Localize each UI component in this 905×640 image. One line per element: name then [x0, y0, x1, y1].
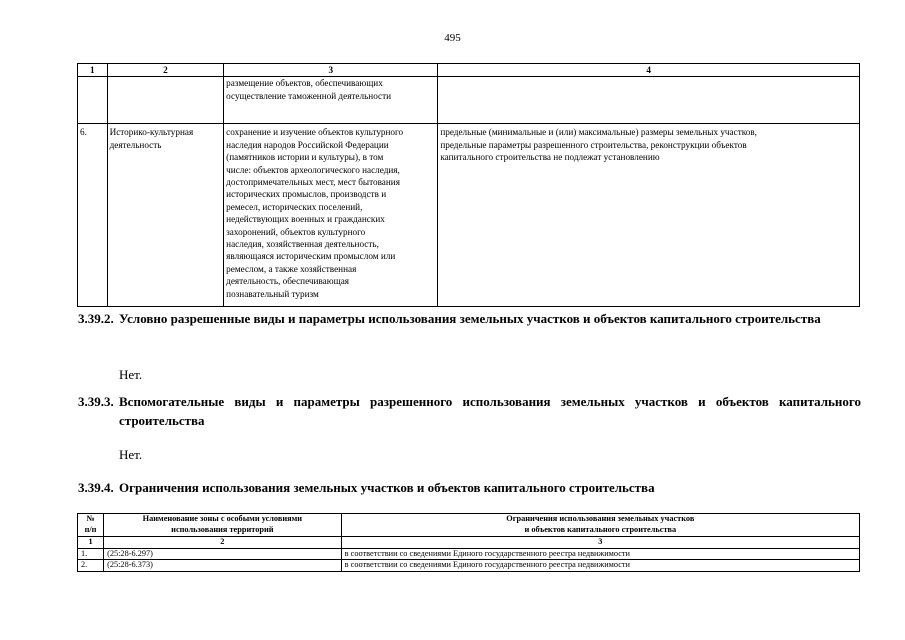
text-line: наследия народов Российской Федерации	[226, 139, 389, 150]
header-cell: 4	[438, 64, 860, 77]
table-row	[78, 548, 860, 560]
restriction-cell: в соответствии со сведениями Единого государственного реестра недвижимости	[341, 548, 859, 560]
row-number-cell: 2.	[78, 560, 104, 572]
section-title: Вспомогательные виды и параметры разрешенного использования земельных участков и объектов капитального строительства	[119, 394, 861, 428]
text-line: Наименование зоны с особыми условиями	[142, 514, 303, 523]
parameters-cell	[438, 77, 860, 124]
zone-cell: (25:28-6.297)	[104, 548, 342, 560]
use-type-cell	[107, 124, 224, 307]
description-cell	[224, 77, 438, 124]
section-heading	[78, 309, 861, 328]
description-cell	[224, 124, 438, 307]
header-cell: 3	[224, 64, 438, 77]
row-number-cell: 1.	[78, 548, 104, 560]
text-line: (памятников истории и культуры), в том	[226, 152, 384, 163]
text-line: капитального строительства не подлежат установлению	[440, 152, 660, 163]
text-line: предельные (минимальные и (или) максимальные) размеры земельных участков,	[440, 127, 757, 138]
header-cell	[78, 514, 104, 537]
section-number: 3.39.2.	[78, 311, 114, 326]
header-cell: 2	[104, 537, 342, 549]
text-line: предельные параметры разрешенного строительства, реконструкции объектов	[440, 139, 747, 150]
land-use-table	[77, 63, 860, 307]
text-line: ремесел, исторических поселений,	[226, 201, 363, 212]
section-body-text: Нет.	[119, 447, 143, 462]
restriction-cell: в соответствии со сведениями Единого государственного реестра недвижимости	[341, 560, 859, 572]
text-line: числе: объектов археологического наследия,	[226, 164, 400, 175]
section-title: Ограничения использования земельных участков и объектов капитального строительства	[119, 480, 655, 495]
section-number: 3.39.3.	[78, 394, 114, 409]
row-number-cell	[78, 77, 108, 124]
text-line: деятельность	[109, 139, 162, 150]
text-line: п/п	[84, 524, 97, 534]
text-line: Ограничения использования земельных участков	[506, 514, 695, 523]
header-cell	[104, 514, 342, 537]
row-number-cell: 6.	[78, 124, 108, 307]
text-line: деятельность, обеспечивающая	[226, 276, 350, 287]
header-cell: 1	[78, 537, 104, 549]
section-number: 3.39.4.	[78, 480, 114, 495]
text-line: осуществление таможенной деятельности	[226, 90, 392, 101]
table-row	[78, 124, 860, 307]
header-cell: 1	[78, 64, 108, 77]
text-line: сохранение и изучение объектов культурного	[226, 127, 404, 138]
text-line: являющаяся историческим промыслом или	[226, 251, 396, 262]
section-title: Условно разрешенные виды и параметры использования земельных участков и объектов капитального строительства	[119, 311, 821, 326]
text-line: недействующих военных и гражданских	[226, 214, 385, 225]
text-line: размещение объектов, обеспечивающих	[226, 78, 383, 89]
use-type-cell	[107, 77, 224, 124]
table-header-row	[78, 514, 860, 537]
text-line: наследия, хозяйственная деятельность,	[226, 239, 379, 250]
text-line: познавательный туризм	[226, 288, 319, 299]
restrictions-table	[77, 513, 860, 572]
text-line: использования территорий	[171, 524, 274, 534]
text-line: достопримечательных мест, мест бытования	[226, 177, 400, 188]
header-cell: 2	[107, 64, 224, 77]
text-line: и объектов капитального строительства	[524, 524, 677, 534]
column-number-row	[78, 537, 860, 549]
text-line: ремеслом, а также хозяйственная	[226, 263, 357, 274]
header-cell: 3	[341, 537, 859, 549]
header-cell	[341, 514, 859, 537]
table-row	[78, 560, 860, 572]
text-line: исторических промыслов, производств и	[226, 189, 387, 200]
section-heading	[78, 392, 861, 430]
section-heading	[78, 478, 861, 497]
zone-cell: (25:28-6.373)	[104, 560, 342, 572]
table-header-row	[78, 64, 860, 77]
text-line: №	[86, 514, 95, 523]
text-line: Историко-культурная	[109, 127, 194, 138]
table-row	[78, 77, 860, 124]
page-number: 495	[444, 32, 461, 44]
section-body-text: Нет.	[119, 367, 143, 382]
text-line: захоронений, объектов культурного	[226, 226, 366, 237]
parameters-cell	[438, 124, 860, 307]
